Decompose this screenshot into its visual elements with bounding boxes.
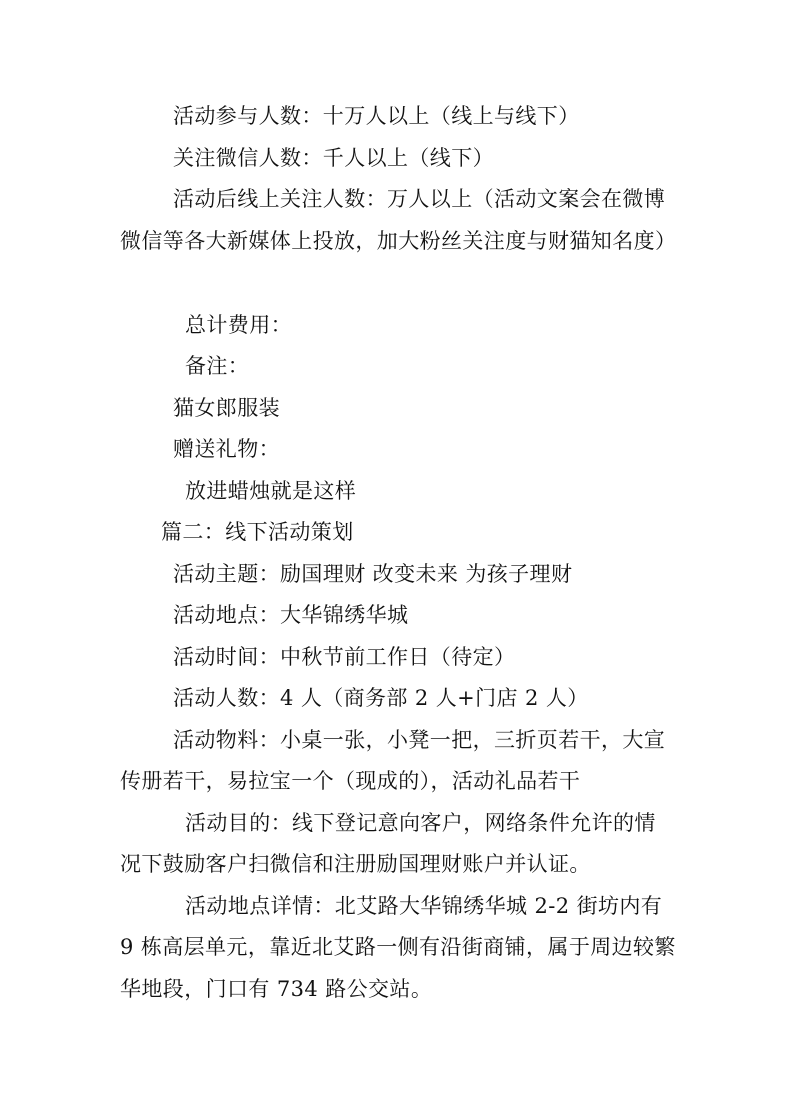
text-line-location-details-cont: 9 栋高层单元，靠近北艾路一侧有沿街商铺，属于周边较繁 bbox=[120, 935, 676, 959]
text-line-participants: 活动参与人数：十万人以上（线上与线下） bbox=[173, 104, 580, 128]
text-line-wechat-followers: 关注微信人数：千人以上（线下） bbox=[173, 146, 494, 170]
text-line-candles: 放进蜡烛就是这样 bbox=[185, 479, 357, 503]
section-heading-part-two: 篇二：线下活动策划 bbox=[161, 520, 354, 544]
text-line-staff-count: 活动人数：4 人（商务部 2 人+门店 2 人） bbox=[173, 686, 589, 710]
text-line-purpose-cont: 况下鼓励客户扫微信和注册励国理财账户并认证。 bbox=[120, 852, 591, 876]
text-line-costume: 猫女郎服装 bbox=[173, 396, 280, 420]
text-line-materials-cont: 传册若干，易拉宝一个（现成的），活动礼品若干 bbox=[120, 769, 581, 793]
text-line-theme: 活动主题：励国理财 改变未来 为孩子理财 bbox=[173, 562, 573, 586]
text-line-materials: 活动物料：小桌一张，小凳一把，三折页若干，大宣 bbox=[173, 728, 666, 752]
text-line-remarks: 备注： bbox=[185, 354, 250, 378]
text-line-online-followers: 活动后线上关注人数：万人以上（活动文案会在微博 bbox=[173, 187, 666, 211]
text-line-total-cost: 总计费用： bbox=[185, 313, 292, 337]
text-line-location-details-end: 华地段，门口有 734 路公交站。 bbox=[120, 977, 433, 1001]
text-line-location-details: 活动地点详情：北艾路大华锦绣华城 2-2 街坊内有 bbox=[185, 894, 663, 918]
text-line-purpose: 活动目的：线下登记意向客户，网络条件允许的情 bbox=[185, 811, 656, 835]
text-line-time: 活动时间：中秋节前工作日（待定） bbox=[173, 645, 516, 669]
text-line-online-followers-cont: 微信等各大新媒体上投放，加大粉丝关注度与财猫知名度） bbox=[120, 229, 677, 253]
text-line-gifts: 赠送礼物： bbox=[173, 437, 280, 461]
text-line-location: 活动地点：大华锦绣华城 bbox=[173, 603, 409, 627]
